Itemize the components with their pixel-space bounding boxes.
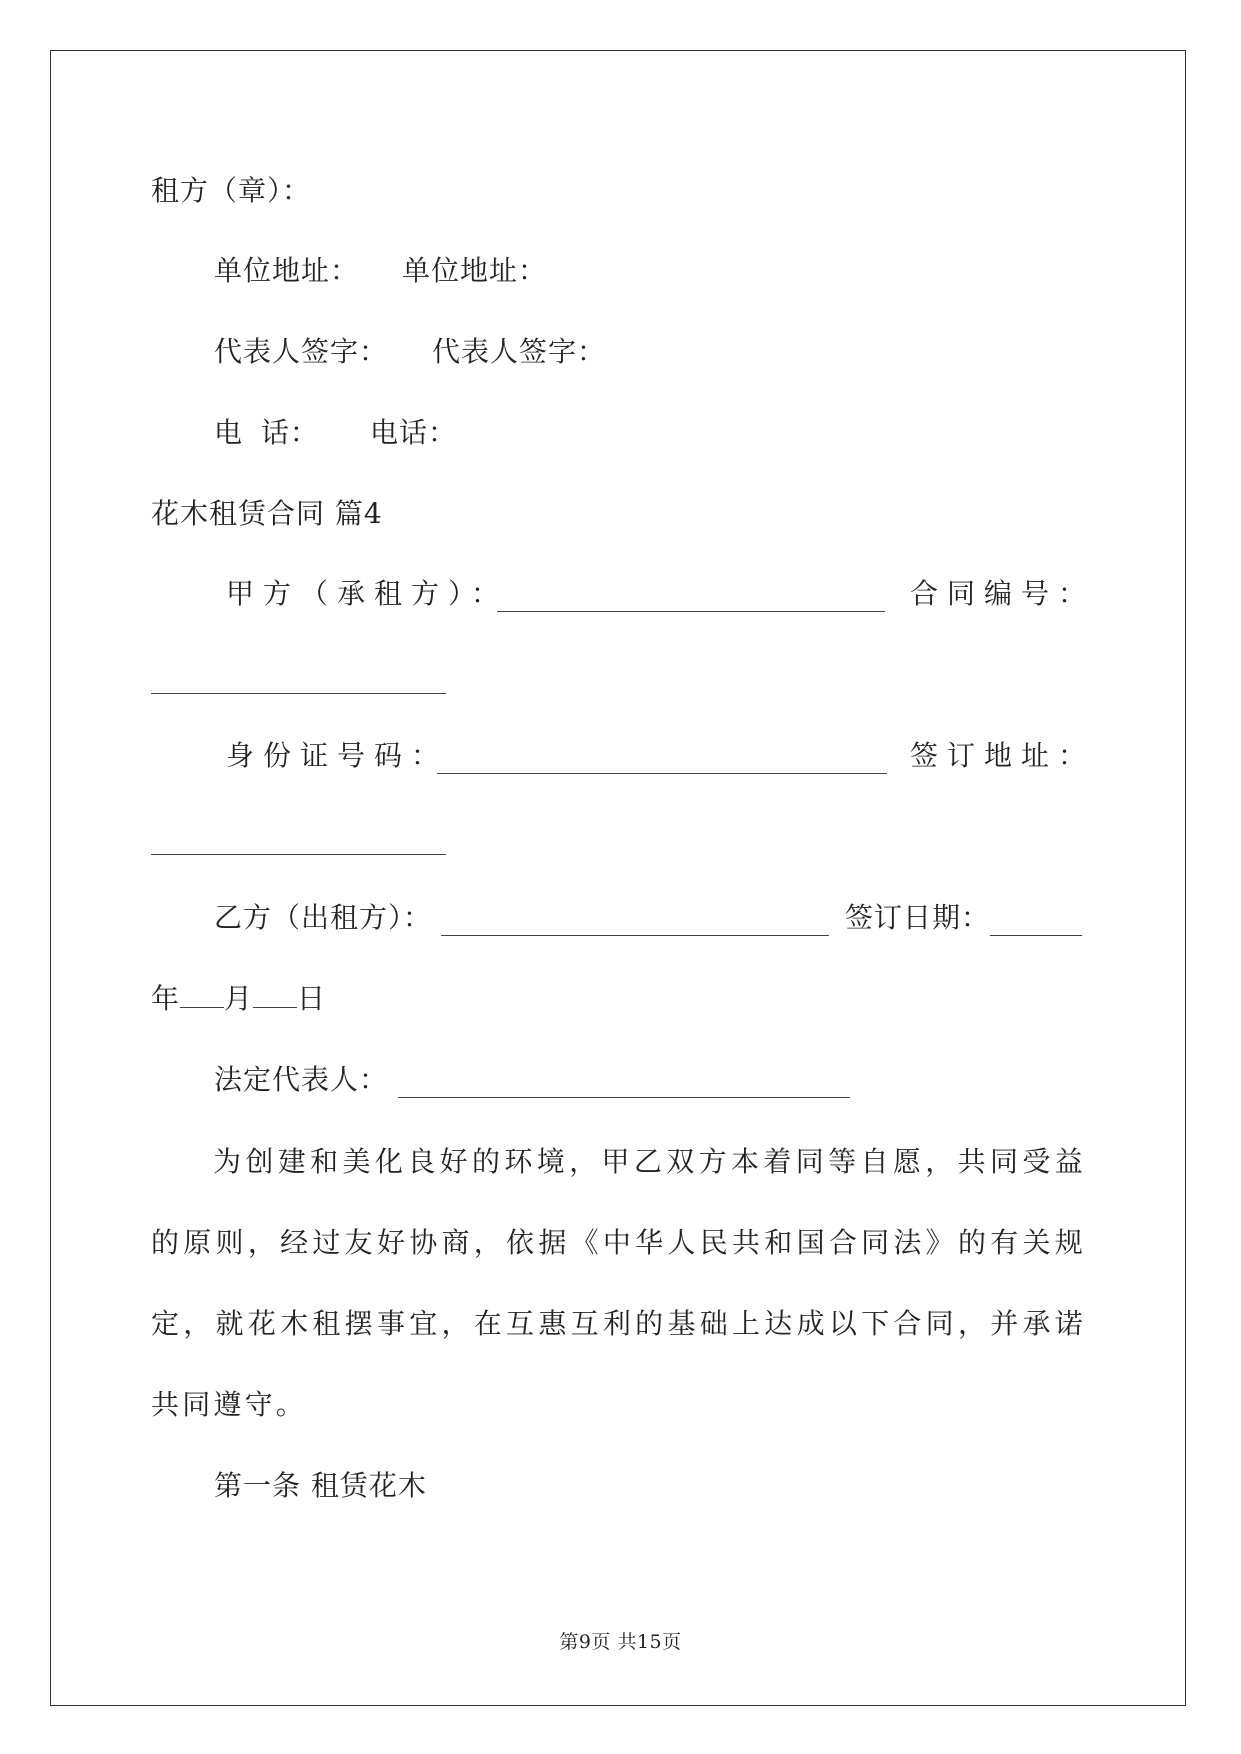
signature-label-right: 代表人签字：	[432, 335, 607, 368]
phone-label-left: 电 话：	[214, 416, 319, 449]
party-a-label: 甲方（承租方）：	[226, 577, 509, 610]
legal-rep-blank	[398, 1077, 850, 1098]
signature-label-left: 代表人签字：	[214, 335, 389, 368]
month-blank	[180, 987, 224, 1008]
sign-place-blank	[151, 834, 446, 855]
year-label: 年	[151, 982, 181, 1015]
preamble-paragraph: 为创建和美化良好的环境，甲乙双方本着同等自愿，共同受益的原则，经过友好协商，依据《中华人民共和国合同法》的有关规定，就花木租摆事宜，在互惠互利的基础上达成以下合同，并承诺共同遵守。	[151, 1145, 1086, 1421]
party-b-label: 乙方（出租方）：	[214, 901, 433, 934]
contract-number-blank	[151, 673, 446, 694]
sign-date-label: 签订日期：	[845, 901, 991, 934]
day-blank	[253, 987, 297, 1008]
sign-date-year-blank	[990, 915, 1082, 936]
party-a-blank	[497, 591, 885, 612]
section-title: 花木租赁合同 篇4	[151, 497, 383, 530]
id-number-label: 身份证号码：	[226, 739, 449, 772]
sign-date-line	[151, 982, 327, 1015]
page-border	[50, 50, 1186, 1706]
article-one-heading: 第一条 租赁花木	[214, 1469, 427, 1502]
lessor-seal-label: 租方（章）：	[151, 174, 312, 207]
legal-rep-label: 法定代表人：	[214, 1063, 389, 1096]
page-number: 第9页 共15页	[559, 1631, 682, 1653]
month-label: 月	[224, 982, 254, 1015]
address-label-right: 单位地址：	[402, 254, 548, 287]
id-number-blank	[437, 753, 887, 774]
phone-label-right: 电话：	[370, 416, 458, 449]
contract-number-label: 合同编号：	[910, 577, 1096, 610]
address-label-left: 单位地址：	[214, 254, 360, 287]
party-b-blank	[441, 915, 829, 936]
day-label: 日	[297, 982, 327, 1015]
sign-place-label: 签订地址：	[910, 739, 1096, 772]
